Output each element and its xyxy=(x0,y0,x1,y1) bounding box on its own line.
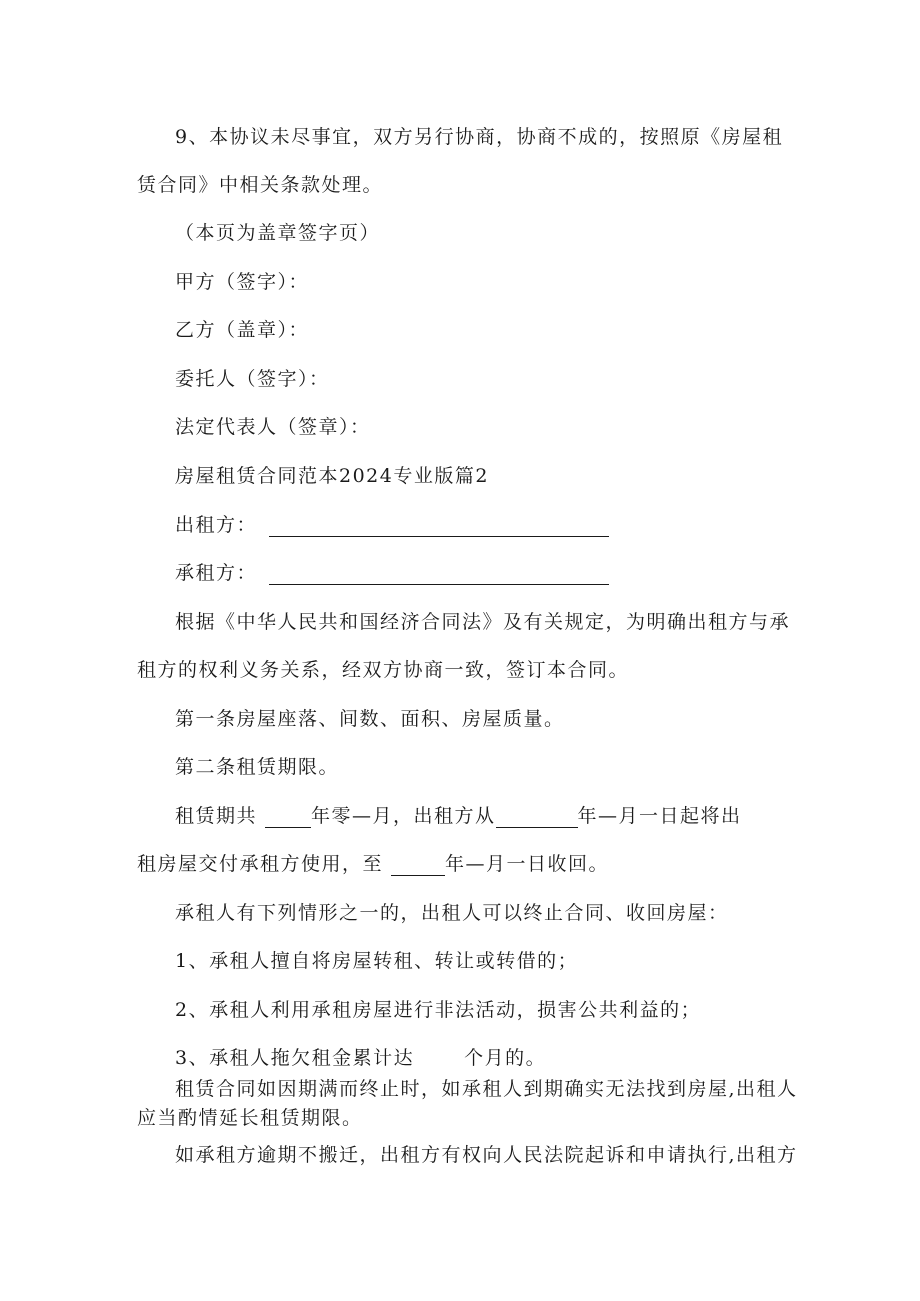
termination-item-2: 2、承租人利用承租房屋进行非法活动，损害公共利益的； xyxy=(175,999,702,1021)
lessor-blank xyxy=(269,516,609,537)
lessee-blank xyxy=(269,564,609,585)
term-part-2: 年零—月，出租方从 xyxy=(311,805,496,827)
expiry-line-2: 应当酌情延长租赁期限。 xyxy=(137,1107,363,1129)
item3-part-2: 个月的。 xyxy=(464,1047,547,1069)
agent-signature: 委托人（签字）： xyxy=(175,368,330,390)
lease-term-line-1 xyxy=(175,801,742,828)
lessee-label: 承租方： xyxy=(175,562,258,584)
intro-line-1: 根据《中华人民共和国经济合同法》及有关规定，为明确出租方与承 xyxy=(175,611,791,633)
overdue-line-1: 如承租方逾期不搬迁，出租方有权向人民法院起诉和申请执行,出租方 xyxy=(175,1144,798,1166)
item3-part-1: 3、承租人拖欠租金累计达 xyxy=(175,1047,415,1069)
legal-representative: 法定代表人（签章）： xyxy=(175,416,371,438)
article-1: 第一条房屋座落、间数、面积、房屋质量。 xyxy=(175,708,565,730)
term-part-1: 租赁期共 xyxy=(175,805,258,827)
start-year-blank xyxy=(496,807,578,828)
termination-intro: 承租人有下列情形之一的，出租人可以终止合同、收回房屋： xyxy=(175,902,729,924)
termination-item-3 xyxy=(175,1043,546,1070)
lease-term-line-2 xyxy=(137,849,609,876)
years-blank xyxy=(265,807,311,828)
section-title: 房屋租赁合同范本2024专业版篇2 xyxy=(175,465,489,487)
lessor-row xyxy=(175,510,609,537)
party-b-seal: 乙方（盖章）： xyxy=(175,319,310,341)
lessee-row xyxy=(175,558,609,585)
intro-line-2: 租方的权利义务关系，经双方协商一致，签订本合同。 xyxy=(137,659,630,681)
sign-page-note: （本页为盖章签字页） xyxy=(175,222,381,244)
party-a-signature: 甲方（签字）： xyxy=(175,271,310,293)
term-part-3: 年—月一日起将出 xyxy=(577,805,742,827)
clause-9-line-2: 赁合同》中相关条款处理。 xyxy=(137,174,384,196)
expiry-line-1: 租赁合同如因期满而终止时，如承租人到期确实无法找到房屋,出租人 xyxy=(175,1078,798,1100)
term2-part-2: 年—月一日收回。 xyxy=(445,853,610,875)
article-2: 第二条租赁期限。 xyxy=(175,756,340,778)
end-year-blank xyxy=(391,855,445,876)
termination-item-1: 1、承租人擅自将房屋转租、转让或转借的； xyxy=(175,950,579,972)
term2-part-1: 租房屋交付承租方使用，至 xyxy=(137,853,384,875)
lessor-label: 出租方： xyxy=(175,514,258,536)
clause-9-line-1: 9、本协议未尽事宜，双方另行协商，协商不成的，按照原《房屋租 xyxy=(175,126,784,148)
